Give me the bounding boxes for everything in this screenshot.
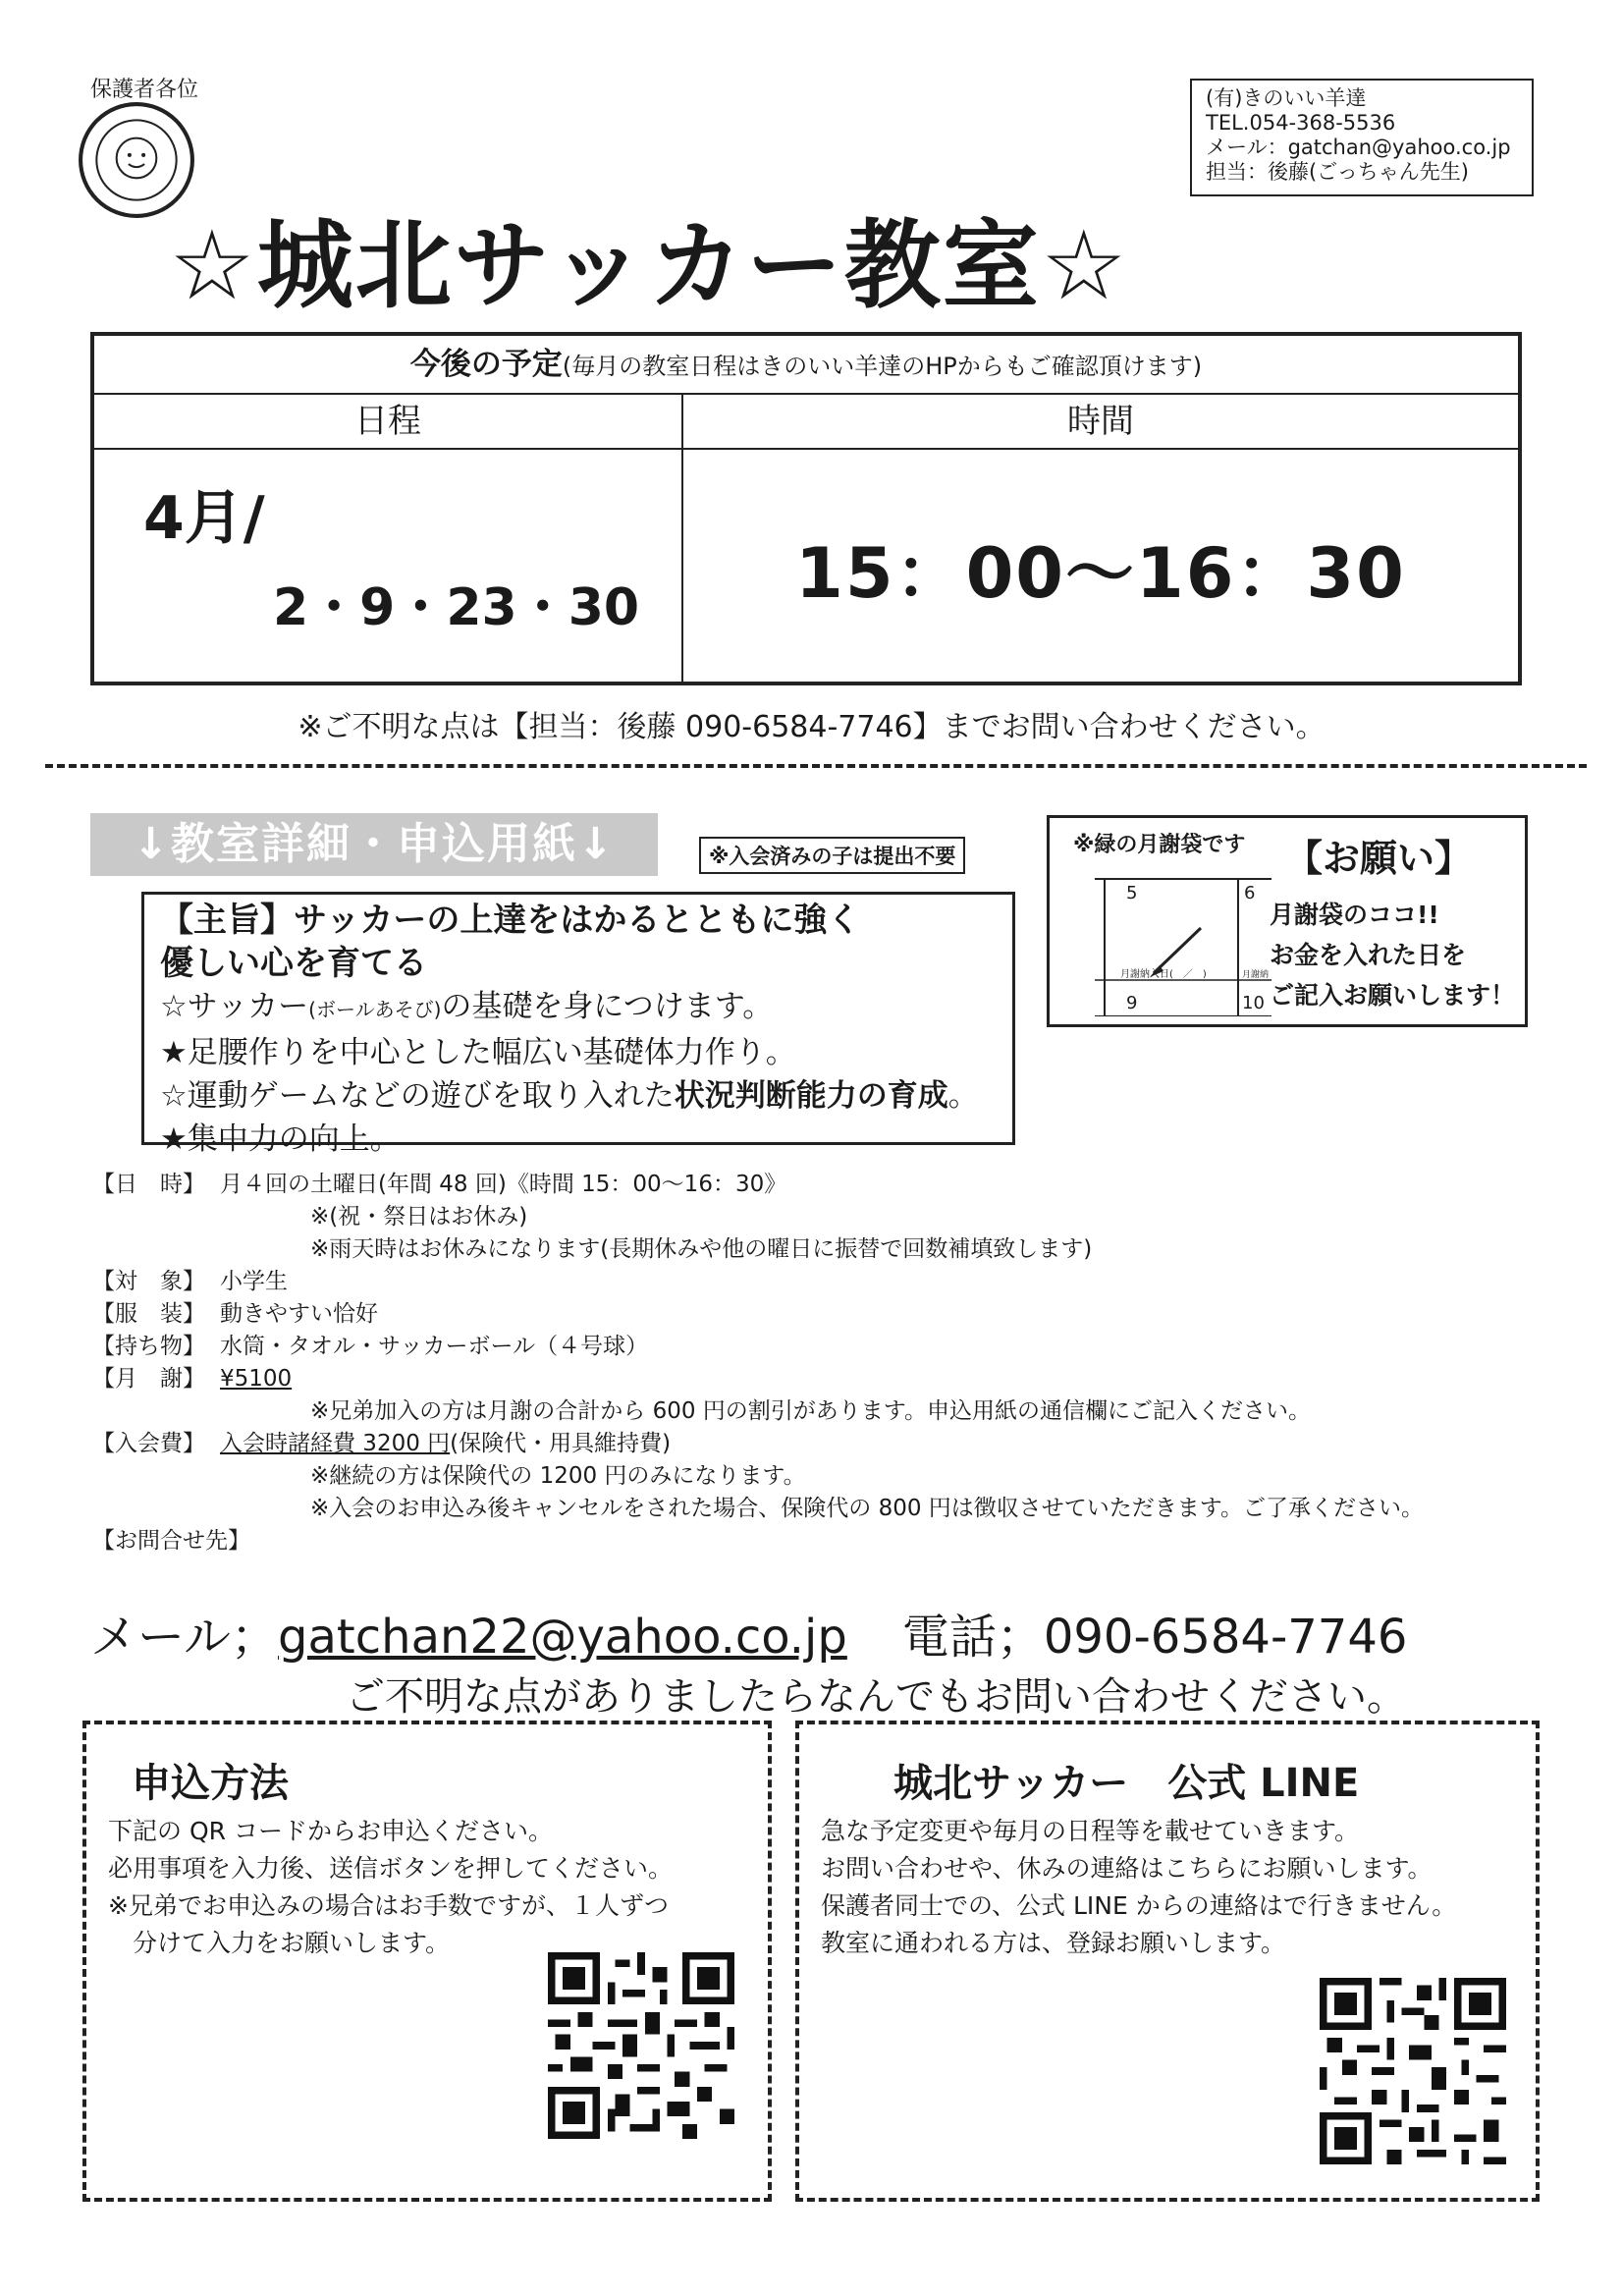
cut-line	[45, 764, 1587, 768]
company-person: 担当：後藤(ごっちゃん先生)	[1206, 160, 1469, 184]
schedule-heading	[94, 336, 1518, 395]
purpose-item-4: ★集中力の向上。	[160, 1121, 401, 1157]
purpose-item-1	[160, 985, 997, 1031]
schedule-month: 4月/	[143, 484, 265, 553]
detail-fee-note	[92, 1395, 1424, 1428]
detail-label-target: 【対 象】	[92, 1269, 205, 1294]
contact-mail-prefix: メール；	[90, 1610, 279, 1665]
detail-value-items: 水筒・タオル・サッカーボール（４号球）	[220, 1334, 649, 1359]
envelope-cell-10: 10	[1242, 993, 1265, 1013]
detail-entry-note-1	[92, 1460, 1424, 1493]
envelope-pay-date: 月謝納入日( ／ )	[1120, 969, 1207, 980]
details-banner: ↓教室詳細・申込用紙↓	[90, 813, 658, 876]
line-qr-code[interactable]	[1320, 1978, 1506, 2164]
detail-date-note-2-text: ※雨天時はお休みになります(長期休みや他の曜日に振替で回数補填致します)	[310, 1236, 1093, 1262]
detail-entry-note-1-text: ※継続の方は保険代の 1200 円のみになります。	[310, 1463, 806, 1489]
purpose-head-2: 優しい心を育てる	[160, 944, 427, 983]
schedule-heading-title: 今後の予定	[409, 347, 563, 382]
apply-qr-code[interactable]	[548, 1952, 734, 2139]
detail-date-note-1-text: ※(祝・祭日はお休み)	[310, 1204, 528, 1230]
detail-label-items: 【持ち物】	[92, 1334, 205, 1359]
detail-row-clothes	[92, 1298, 1424, 1331]
apply-line-1: 下記の QR コードからお申込ください。	[108, 1817, 553, 1845]
line-box	[795, 1721, 1540, 2202]
purpose-item-1-b: の基礎を身につけます。	[441, 989, 774, 1024]
contact-box	[1190, 79, 1534, 196]
contact-main	[90, 1599, 1407, 1667]
apply-body	[108, 1813, 673, 1962]
detail-entry-note-2	[92, 1493, 1424, 1525]
schedule-time-column	[683, 393, 1518, 682]
detail-label-fee: 【月 謝】	[92, 1366, 205, 1392]
purpose-item-3	[160, 1074, 997, 1118]
detail-value-target: 小学生	[220, 1269, 288, 1294]
schedule-date-column	[94, 393, 683, 682]
envelope-line-3: ご記入お願いします！	[1270, 981, 1516, 1010]
date-column-label: 日程	[94, 393, 681, 450]
envelope-request: 【お願い】	[1285, 837, 1473, 880]
company-name: (有)きのいい羊達	[1206, 86, 1367, 110]
line-title: 城北サッカー 公式 LINE	[893, 1761, 1360, 1806]
purpose-head-1: 【主旨】サッカーの上達をはかるとともに強く	[160, 901, 861, 940]
line-line-3: 保護者同士での、公式 LINE からの連絡はで行きません。	[821, 1891, 1457, 1920]
envelope-cell-9: 9	[1126, 993, 1138, 1013]
envelope-line-1: 月謝袋のココ!!	[1270, 901, 1439, 929]
line-line-2: お問い合わせや、休みの連絡はこちらにお願いします。	[821, 1854, 1433, 1883]
line-line-4: 教室に通われる方は、登録お願いします。	[821, 1929, 1286, 1957]
purpose-item-1-small: (ボールあそび)	[308, 998, 442, 1021]
contact-sub-note: ご不明な点がありましたらなんでもお問い合わせください。	[346, 1674, 1406, 1720]
detail-value-entry: 入会時諸経費 3200 円	[220, 1431, 451, 1456]
envelope-cell-6: 6	[1244, 883, 1256, 903]
inquiry-note: ※ご不明な点は【担当：後藤 090-6584-7746】までお問い合わせください。	[298, 710, 1325, 744]
purpose-item-3-b: 状況判断能力の育成	[674, 1078, 948, 1114]
company-tel: TEL.054-368-5536	[1206, 111, 1396, 135]
detail-row-target	[92, 1266, 1424, 1298]
envelope-notice	[1047, 815, 1528, 1027]
detail-value-clothes: 動きやすい恰好	[220, 1301, 378, 1327]
purpose-item-3-c: 。	[947, 1078, 979, 1114]
detail-date-note-1	[92, 1201, 1424, 1233]
detail-value-fee: ¥5100	[220, 1366, 293, 1392]
purpose-item-1-a: ☆サッカー	[160, 989, 309, 1024]
apply-box	[82, 1721, 772, 2202]
detail-value-date: 月４回の土曜日(年間 48 回)《時間 15：00～16：30》	[220, 1172, 787, 1197]
apply-title: 申込方法	[132, 1761, 289, 1806]
detail-date-note-2	[92, 1233, 1424, 1266]
envelope-instructions	[1270, 895, 1515, 1015]
purpose-item-2: ★足腰作りを中心とした幅広い基礎体力作り。	[160, 1035, 796, 1070]
detail-label-clothes: 【服 装】	[92, 1301, 205, 1327]
member-note: ※入会済みの子は提出不要	[699, 837, 965, 874]
guardian-label: 保護者各位	[90, 78, 199, 102]
contact-mail-link[interactable]: gatchan22@yahoo.co.jp	[278, 1610, 847, 1665]
schedule-time: 15：00～16：30	[795, 533, 1406, 614]
detail-label-date: 【日 時】	[92, 1172, 205, 1197]
detail-row-date	[92, 1169, 1424, 1201]
envelope-label: ※緑の月謝袋です	[1073, 833, 1246, 857]
detail-row-entry	[92, 1428, 1424, 1460]
detail-fee-note-text: ※兄弟加入の方は月謝の合計から 600 円の割引があります。申込用紙の通信欄にご記入ください。	[310, 1398, 1311, 1424]
schedule-dates: 2・9・23・30	[273, 578, 640, 637]
purpose-box	[141, 892, 1015, 1157]
detail-entry-note-2-text: ※入会のお申込み後キャンセルをされた場合、保険代の 800 円は徴収させていただきます。ご了承ください。	[310, 1496, 1424, 1521]
detail-value-entry-2: (保険代・用具維持費)	[450, 1431, 672, 1456]
line-body	[821, 1813, 1456, 1962]
apply-line-2: 必用事項を入力後、送信ボタンを押してください。	[108, 1854, 674, 1883]
envelope-cell-5: 5	[1126, 883, 1138, 903]
contact-tel: 電話；090-6584-7746	[901, 1610, 1408, 1665]
line-line-1: 急な予定変更や毎月の日程等を載せていきます。	[821, 1817, 1360, 1845]
detail-row-fee	[92, 1363, 1424, 1395]
envelope-pay-date-2: 月謝納	[1242, 970, 1270, 980]
apply-line-3: ※兄弟でお申込みの場合はお手数ですが、１人ずつ	[108, 1891, 669, 1920]
purpose-item-3-a: ☆運動ゲームなどの遊びを取り入れた	[160, 1078, 675, 1114]
company-mail: メール：gatchan@yahoo.co.jp	[1206, 136, 1511, 159]
detail-contact-label: 【お問合せ先】	[92, 1528, 250, 1554]
detail-label-entry: 【入会費】	[92, 1431, 205, 1456]
apply-line-4: 分けて入力をお願いします。	[108, 1929, 451, 1957]
details-list	[92, 1169, 1424, 1558]
envelope-line-2: お金を入れた日を	[1270, 941, 1467, 969]
time-column-label: 時間	[683, 393, 1518, 450]
page-title: ☆城北サッカー教室☆	[169, 210, 1129, 322]
schedule-heading-note: (毎月の教室日程はきのいい羊達のHPからもご確認頂けます)	[562, 353, 1203, 380]
schedule-table	[90, 332, 1522, 685]
detail-row-items	[92, 1331, 1424, 1363]
